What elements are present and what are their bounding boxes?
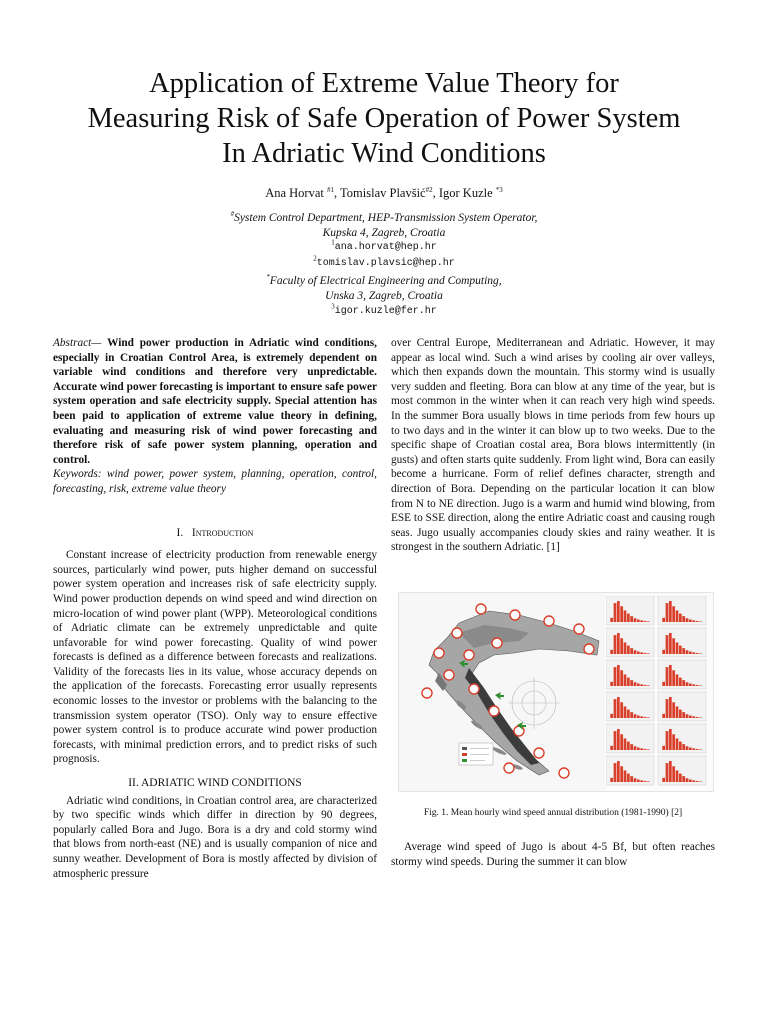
email-line	[60, 254, 708, 270]
wind-histogram-panels	[606, 596, 710, 788]
histogram-bar	[662, 746, 665, 750]
histogram-bar	[686, 714, 689, 718]
section-number: I.	[176, 526, 184, 539]
histogram-bar	[620, 702, 623, 718]
histogram-bar	[617, 761, 620, 782]
histogram-bar	[617, 697, 620, 718]
affiliation-mark: *	[266, 273, 270, 282]
histogram-bar	[630, 744, 633, 750]
histogram-bar	[640, 684, 643, 686]
author-name: Ana Horvat	[265, 186, 327, 200]
author-mark: #1	[327, 185, 334, 194]
histogram-bar	[617, 729, 620, 750]
histogram-bar	[662, 714, 665, 718]
histogram-bar	[686, 778, 689, 782]
histogram-bar	[666, 635, 669, 654]
histogram-bar	[610, 778, 613, 782]
histogram-bar	[627, 774, 630, 782]
histogram-bar	[686, 746, 689, 750]
histogram-bar	[627, 646, 630, 654]
histogram-bar	[624, 674, 627, 686]
histogram-bar	[692, 652, 695, 654]
histogram-bar	[637, 779, 640, 782]
histogram-bar	[699, 749, 702, 750]
histogram-bar	[637, 747, 640, 750]
histogram-bar	[630, 680, 633, 686]
histogram-panel	[606, 756, 654, 785]
section-heading-introduction	[53, 526, 377, 541]
histogram-bar	[634, 714, 637, 718]
histogram-bar	[696, 717, 699, 718]
histogram-bar	[672, 766, 675, 782]
histogram-bar	[682, 680, 685, 686]
histogram-bar	[696, 685, 699, 686]
histogram-bar	[662, 682, 665, 686]
histogram-bar	[620, 606, 623, 622]
histogram-bar	[696, 621, 699, 622]
email-address: tomislav.plavsic@hep.hr	[316, 258, 455, 269]
affiliation-line: Faculty of Electrical Engineering and Computing,	[269, 275, 502, 287]
histogram-bar	[630, 776, 633, 782]
histogram-bar	[614, 635, 617, 654]
histogram-bar	[699, 717, 702, 718]
histogram-bar	[610, 682, 613, 686]
histogram-bar	[676, 674, 679, 686]
histogram-bar	[699, 621, 702, 622]
histogram-bar	[672, 638, 675, 654]
histogram-bar	[644, 717, 647, 718]
figure-caption: Fig. 1. Mean hourly wind speed annual distribution (1981-1990) [2]	[423, 808, 683, 818]
abstract-lead: Abstract—	[53, 337, 108, 349]
histogram-bar	[630, 648, 633, 654]
histogram-bar	[689, 683, 692, 686]
adriatic-paragraph: Adriatic wind conditions, in Croatian control area, are characterized by two specific winds which differ in direction by 90 degrees, popularly called Bora and Jugo. Bora is a dry and cold stormy wind that blows from north-east (NE) and is usually companion of nice and sunny weather. Development of Bora is mostly affected by division of atmospheric pressure	[53, 794, 377, 880]
histogram-bar	[676, 610, 679, 622]
histogram-bar	[682, 712, 685, 718]
histogram-bar	[696, 653, 699, 654]
histogram-bar	[669, 633, 672, 654]
author-separator: ,	[334, 186, 341, 200]
histogram-bar	[672, 606, 675, 622]
histogram-bar	[699, 781, 702, 782]
histogram-bar	[630, 712, 633, 718]
histogram-bar	[630, 616, 633, 622]
author-mark: *3	[495, 185, 503, 194]
histogram-bar	[637, 619, 640, 622]
keywords: Keywords: wind power, power system, planning, operation, control, forecasting, risk, extreme value theory	[53, 468, 377, 495]
histogram-bar	[666, 763, 669, 782]
histogram-bar	[614, 699, 617, 718]
email-line	[60, 238, 708, 254]
histogram-bar	[686, 682, 689, 686]
email-address: igor.kuzle@fer.hr	[334, 306, 437, 317]
histogram-bar	[696, 781, 699, 782]
histogram-bar	[634, 746, 637, 750]
histogram-bar	[669, 665, 672, 686]
abstract-body: Wind power production in Adriatic wind conditions, especially in Croatian Control Area, is extremely dependent on variable wind conditions and therefore very unpredictable. Accurate wind power forecasting is important to ensure safe power system operation and safe electricity supply. Special attention has been paid to application of extreme value theory in defining, evaluating and measuring risk of wind power forecasting and therefore risk of safe power system planning, operation and control.	[53, 337, 377, 466]
histogram-bar	[679, 710, 682, 718]
histogram-bar	[676, 642, 679, 654]
histogram-bar	[627, 742, 630, 750]
histogram-bar	[682, 744, 685, 750]
email-line	[60, 302, 708, 318]
author-name: Tomislav Plavšić	[340, 186, 426, 200]
histogram-bar	[624, 642, 627, 654]
histogram-bar	[610, 714, 613, 718]
affiliation	[60, 211, 708, 241]
histogram-bar	[620, 670, 623, 686]
histogram-bar	[692, 620, 695, 622]
histogram-bar	[640, 620, 643, 622]
histogram-bar	[627, 614, 630, 622]
histogram-bar	[614, 603, 617, 622]
histogram-bar	[662, 650, 665, 654]
histogram-bar	[669, 697, 672, 718]
histogram-bar	[620, 638, 623, 654]
section-number: II.	[128, 777, 139, 790]
author-separator: ,	[432, 186, 439, 200]
histogram-bar	[699, 685, 702, 686]
histogram-panel	[606, 596, 654, 625]
histogram-bar	[624, 738, 627, 750]
histogram-bar	[679, 774, 682, 782]
author-name: Igor Kuzle	[438, 186, 496, 200]
histogram-bar	[640, 652, 643, 654]
histogram-panel	[658, 660, 706, 689]
author-line	[60, 185, 708, 201]
histogram-bar	[669, 729, 672, 750]
histogram-bar	[620, 766, 623, 782]
histogram-bar	[689, 619, 692, 622]
histogram-bar	[692, 716, 695, 718]
histogram-bar	[614, 667, 617, 686]
right-column-continued	[391, 840, 715, 869]
histogram-bar	[689, 747, 692, 750]
histogram-bar	[644, 621, 647, 622]
section-heading-adriatic	[53, 776, 377, 791]
histogram-bar	[634, 650, 637, 654]
histogram-bar	[692, 780, 695, 782]
email-address: ana.horvat@hep.hr	[334, 242, 437, 253]
histogram-bar	[679, 678, 682, 686]
histogram-bar	[620, 734, 623, 750]
histogram-bar	[624, 706, 627, 718]
histogram-bar	[686, 650, 689, 654]
figure-wind-map	[398, 592, 714, 792]
histogram-panel	[658, 628, 706, 657]
histogram-bar	[686, 618, 689, 622]
histogram-bar	[637, 683, 640, 686]
histogram-bar	[644, 685, 647, 686]
affiliation-line: Kupska 4, Zagreb, Croatia	[322, 227, 446, 239]
histogram-bar	[624, 610, 627, 622]
histogram-bar	[666, 667, 669, 686]
title-line: Measuring Risk of Safe Operation of Power System	[87, 103, 681, 134]
left-column	[53, 336, 377, 881]
histogram-bar	[644, 749, 647, 750]
histogram-bar	[689, 779, 692, 782]
histogram-bar	[624, 770, 627, 782]
histogram-bar	[627, 710, 630, 718]
histogram-bar	[647, 685, 650, 686]
right-column	[391, 336, 715, 555]
histogram-bar	[614, 731, 617, 750]
affiliation-mark: #	[230, 210, 235, 219]
histogram-bar	[676, 706, 679, 718]
email-mark: 1	[331, 238, 335, 247]
histogram-bar	[679, 742, 682, 750]
histogram-bar	[647, 717, 650, 718]
histogram-panel	[658, 724, 706, 753]
histogram-bar	[647, 781, 650, 782]
introduction-paragraph: Constant increase of electricity production from renewable energy sources, particularly wind power, puts higher demand on successful power system operation and increases risk of safe electricity supply. Wind power production depends on wind speed and wind direction on micro-location of wind power plant (WPP). Meteorological conditions of Adriatic climate can be extremely unpredictable and quite unfavorable for wind power forecasting. Quality of wind power forecasts is defined as a difference between forecasts and realizations. Validity of the forecasts lies in its value, whose accuracy depends on the application of the forecasts. Forecasting error usually represents economic losses to the investor or problems with the balancing to the transmission system operator (TSO). Only way to ensure effective power system control is to produce accurate wind power production forecasts, with minimal prediction errors, and to predict risks of such prognosis.	[53, 549, 377, 766]
histogram-bar	[682, 648, 685, 654]
abstract	[53, 336, 377, 467]
email-mark: 2	[313, 254, 317, 263]
title-line: In Adriatic Wind Conditions	[222, 138, 546, 169]
histogram-bar	[689, 715, 692, 718]
histogram-panel	[658, 692, 706, 721]
histogram-bar	[644, 781, 647, 782]
histogram-bar	[634, 618, 637, 622]
histogram-panel	[606, 660, 654, 689]
croatia-wind-map	[399, 593, 605, 791]
histogram-bar	[637, 715, 640, 718]
histogram-bar	[610, 650, 613, 654]
histogram-bar	[640, 748, 643, 750]
histogram-bar	[666, 731, 669, 750]
title-line: Application of Extreme Value Theory for	[149, 68, 619, 99]
histogram-bar	[692, 748, 695, 750]
histogram-bar	[666, 699, 669, 718]
histogram-bar	[696, 749, 699, 750]
histogram-bar	[662, 778, 665, 782]
histogram-bar	[682, 616, 685, 622]
histogram-bar	[610, 746, 613, 750]
histogram-bar	[689, 651, 692, 654]
histogram-bar	[647, 653, 650, 654]
histogram-bar	[669, 761, 672, 782]
histogram-bar	[669, 601, 672, 622]
jugo-paragraph: Average wind speed of Jugo is about 4-5 Bf, but often reaches stormy wind speeds. During the summer it can blow	[391, 841, 715, 868]
histogram-bar	[640, 716, 643, 718]
affiliation	[60, 274, 708, 304]
histogram-bar	[679, 646, 682, 654]
histogram-bar	[679, 614, 682, 622]
histogram-bar	[666, 603, 669, 622]
histogram-bar	[610, 618, 613, 622]
histogram-bar	[647, 749, 650, 750]
author-mark: #2	[425, 185, 433, 194]
histogram-bar	[617, 633, 620, 654]
paper-title	[30, 66, 738, 171]
bora-paragraph: over Central Europe, Mediterranean and Adriatic. However, it may appear as local wind. Such a wind arises by cooling air over valleys, which then expands down the mountain. This stormy wind is usually very sudden and fleeting. Bora can blow at any time of the year, but is most common in the winter when it can reach very high wind speeds. In the summer Bora usually blows in time periods from few hours up to two days and in the winter it can blow up to two weeks. Due to the specific shape of Croatian costal area, Bora blows intermittently (in gusts) and often starts quite suddenly. From light wind, Bora can easily become a hurricane. Form of relief defines character, strength and direction of Bora. Depending on the particular location it can blow from N to NE direction. Jugo is a warm and humid wind blowing, from ESE to SSE direction, along the entire Adriatic coast and causing rough seas. Jugo usually accompanies cloudy skies and rainy weather. It is strongest in the southern Adriatic. [1]	[391, 337, 715, 554]
histogram-bar	[692, 684, 695, 686]
email-mark: 3	[331, 302, 335, 311]
histogram-bar	[614, 763, 617, 782]
histogram-bar	[699, 653, 702, 654]
histogram-bar	[634, 682, 637, 686]
histogram-panel	[606, 724, 654, 753]
section-title: ADRIATIC WIND CONDITIONS	[141, 777, 302, 790]
histogram-bar	[682, 776, 685, 782]
histogram-bar	[672, 702, 675, 718]
histogram-bar	[634, 778, 637, 782]
histogram-bar	[676, 738, 679, 750]
histogram-bar	[676, 770, 679, 782]
histogram-panel	[606, 628, 654, 657]
histogram-panel	[658, 596, 706, 625]
histogram-panel	[658, 756, 706, 785]
histogram-panel	[606, 692, 654, 721]
affiliation-line: Unska 3, Zagreb, Croatia	[325, 290, 443, 302]
histogram-bar	[672, 734, 675, 750]
histogram-bar	[617, 601, 620, 622]
histogram-bar	[640, 780, 643, 782]
affiliation-line: System Control Department, HEP-Transmission System Operator,	[234, 212, 538, 224]
histogram-bar	[637, 651, 640, 654]
histogram-bar	[617, 665, 620, 686]
histogram-bar	[672, 670, 675, 686]
histogram-bar	[647, 621, 650, 622]
histogram-bar	[662, 618, 665, 622]
section-title: Introduction	[191, 526, 254, 539]
histogram-bar	[627, 678, 630, 686]
histogram-bar	[644, 653, 647, 654]
